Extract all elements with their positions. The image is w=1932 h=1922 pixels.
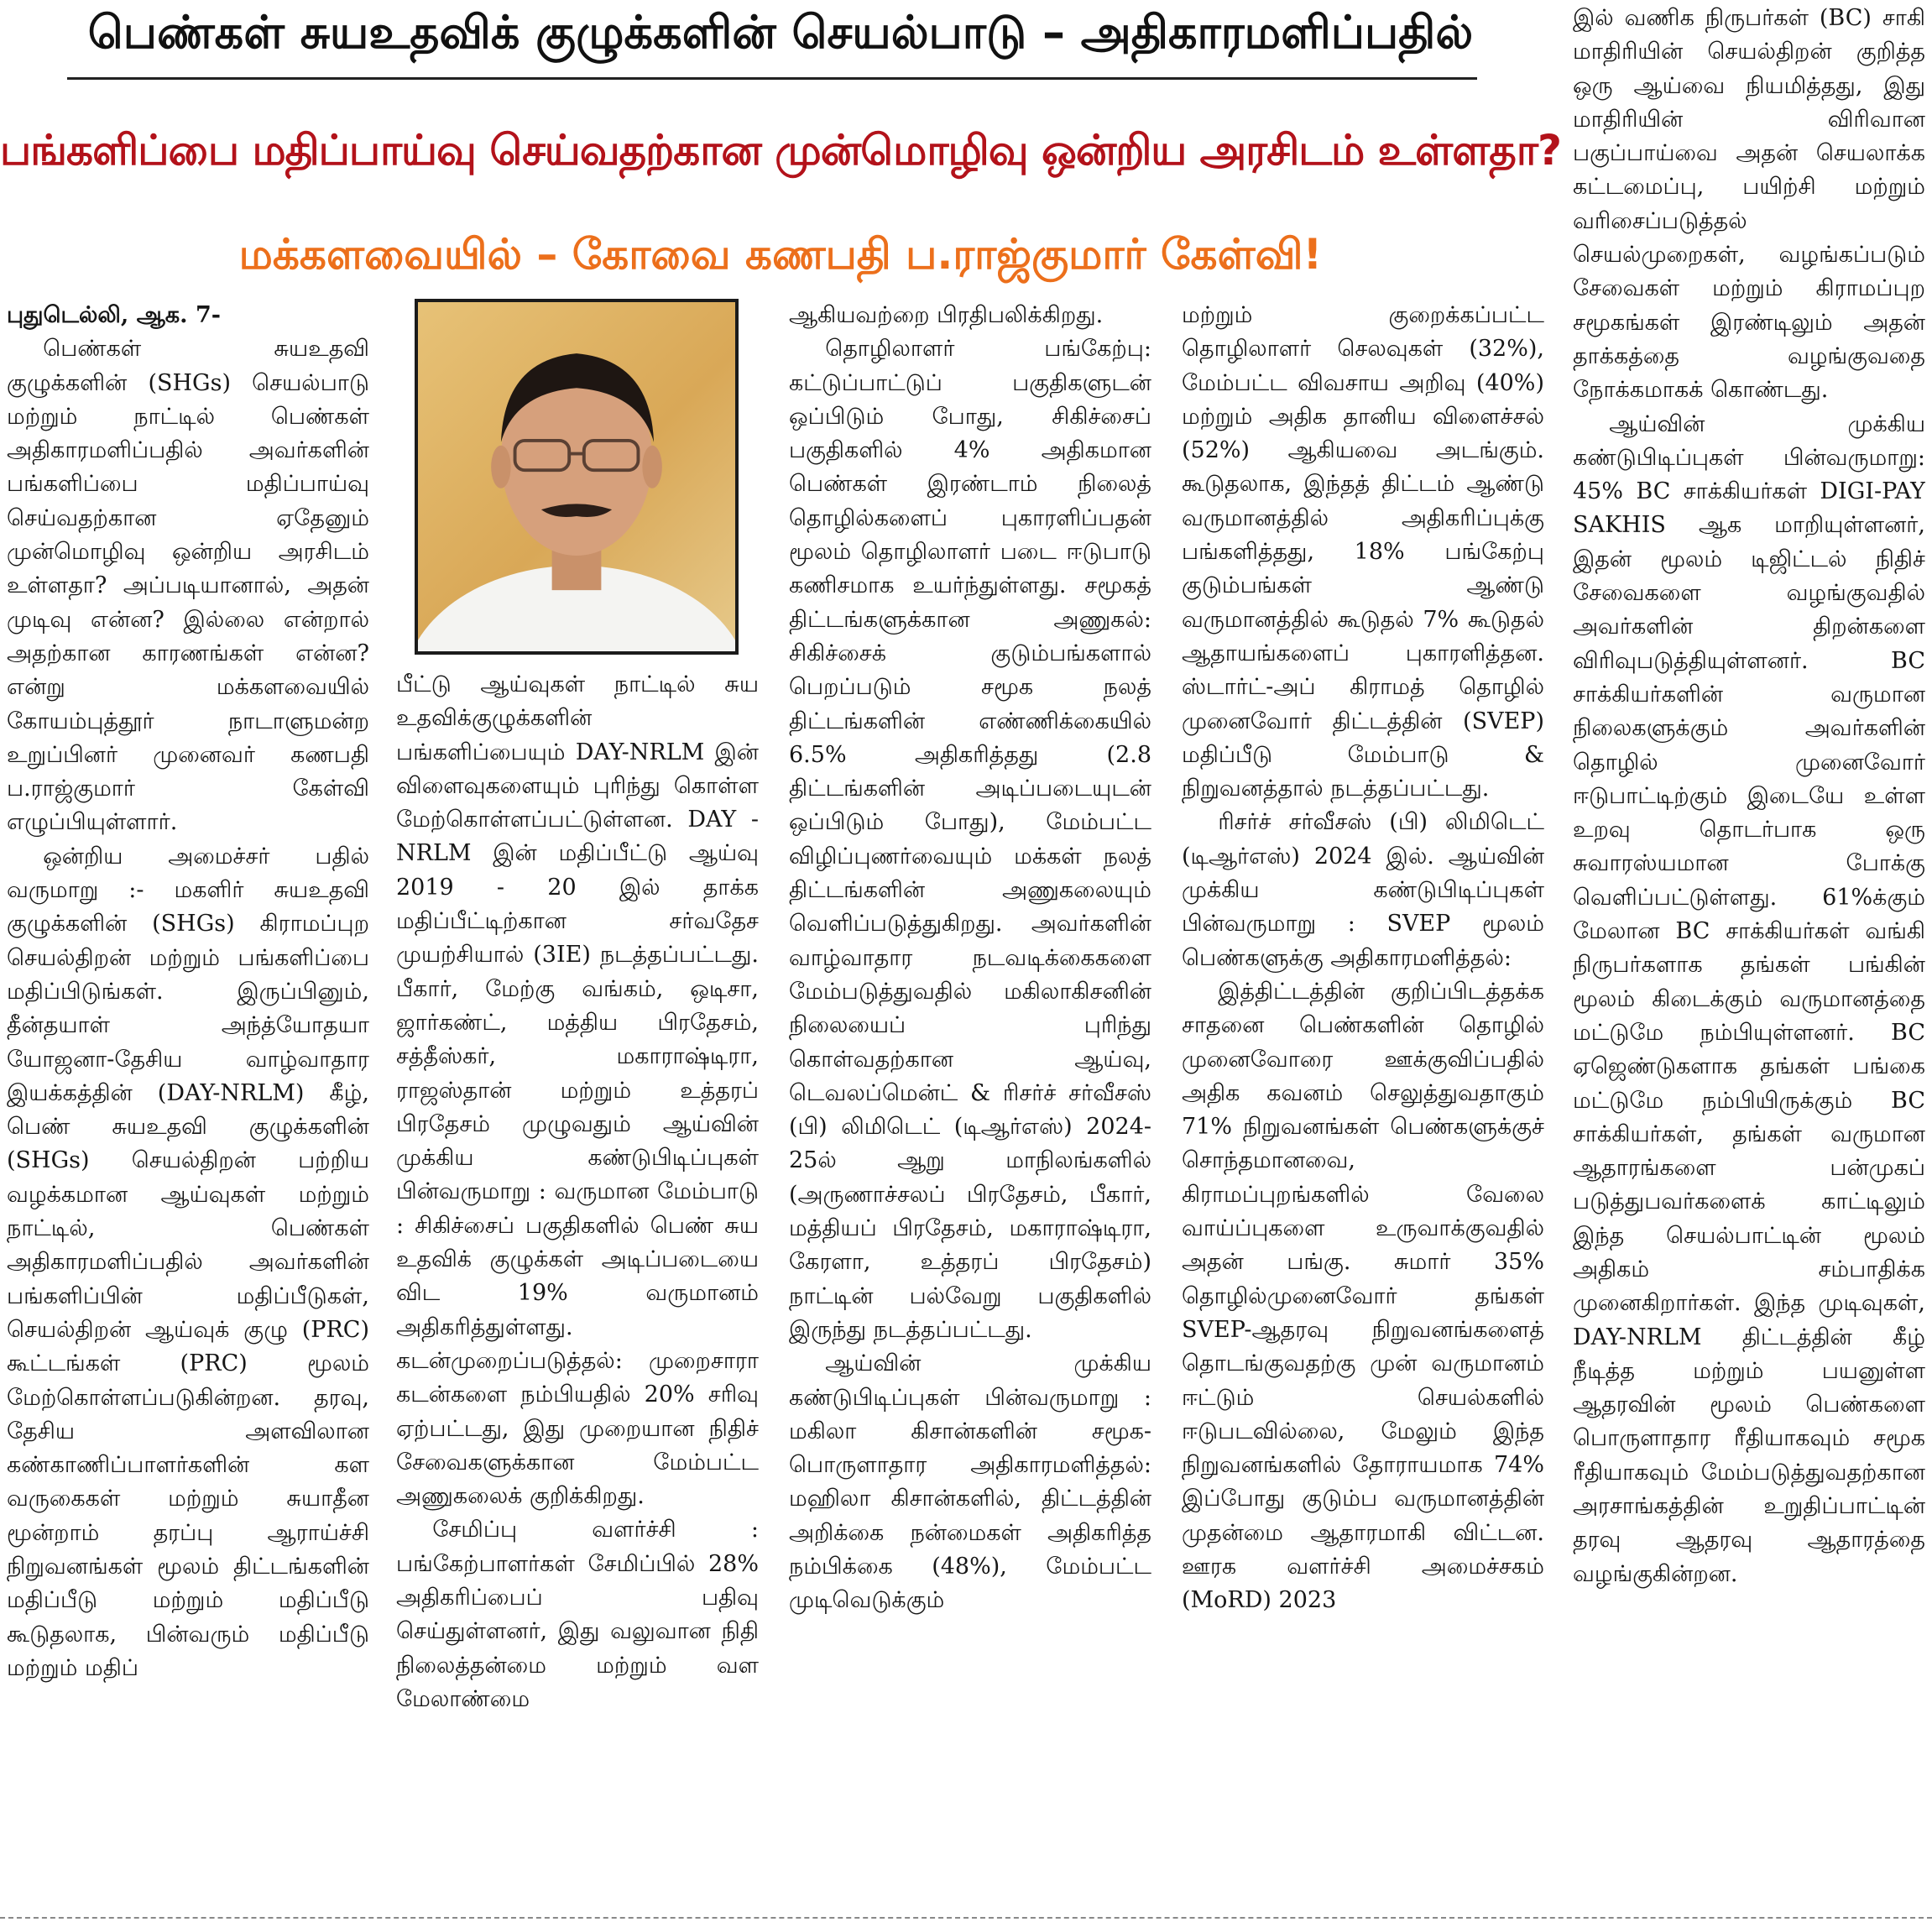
- column-4-paragraph-3: இத்திட்டத்தின் குறிப்பிடத்தக்க சாதனை பெண்களின் தொழில் முனைவோரை ஊக்குவிப்பதில் அதிக கவனம் செலுத்துவதாகும் 71% நிறுவனங்கள் பெண்களுக்குச் சொந்தமானவை, கிராமப்புறங்களில் வேலை வாய்ப்புகளை உருவாக்குவதில் அதன் பங்கு. சுமார் 35% தொழில்முனைவோர் தங்கள் SVEP-ஆதரவு நிறுவனங்களைத் தொடங்குவதற்கு முன் வருமானம் ஈட்டும் செயல்களில் ஈடுபடவில்லை, மேலும் இந்த நிறுவனங்களில் தோராயமாக 74% இப்போது குடும்ப வருமானத்தின் முதன்மை ஆதாரமாகி விட்டன. ஊரக வளர்ச்சி அமைச்சகம் (MoRD) 2023: [1182, 978, 1544, 1614]
- column-2-paragraph-1: பீட்டு ஆய்வுகள் நாட்டில் சுய உதவிக்குழுக்களின் பங்களிப்பையும் DAY-NRLM இன் விளைவுகளையும் புரிந்து கொள்ள மேற்கொள்ளப்பட்டுள்ளன. DAY -NRLM இன் மதிப்பீட்டு ஆய்வு 2019 - 20 இல் தாக்க மதிப்பீட்டிற்கான சர்வதேச முயற்சியால் (3IE) நடத்தப்பட்டது. பீகார், மேற்கு வங்கம், ஒடிசா, ஜார்கண்ட், மத்திய பிரதேசம், சத்தீஸ்கர், மகாராஷ்டிரா, ராஜஸ்தான் மற்றும் உத்தரப் பிரதேசம் முழுவதும் ஆய்வின் முக்கிய கண்டுபிடிப்புகள் பின்வருமாறு : வருமான மேம்பாடு : சிகிச்சைப் பகுதிகளில் பெண் சுய உதவிக் குழுக்கள் அடிப்படையை விட 19% வருமானம் அதிகரித்துள்ளது. கடன்முறைப்படுத்தல்: முறைசாரா கடன்களை நம்பியதில் 20% சரிவு ஏற்பட்டது, இது முறையான நிதிச் சேவைகளுக்கான மேம்பட்ட அணுகலைக் குறிக்கிறது.: [396, 671, 759, 1510]
- kicker-headline: பெண்கள் சுயஉதவிக் குழுக்களின் செயல்பாடு – அதிகாரமளிப்பதில்: [87, 5, 1474, 59]
- column-3-paragraph-2: தொழிலாளர் பங்கேற்பு: கட்டுப்பாட்டுப் பகுதிகளுடன் ஒப்பிடும் போது, சிகிச்சைப் பகுதிகளில் 4% அதிகமான பெண்கள் இரண்டாம் நிலைத் தொழில்களைப் புகாரளிப்பதன் மூலம் தொழிலாளர் படை ஈடுபாடு கணிசமாக உயர்ந்துள்ளது. சமூகத் திட்டங்களுக்கான அணுகல்: சிகிச்சைக் குடும்பங்களால் பெறப்படும் சமூக நலத் திட்டங்களின் எண்ணிக்கையில் 6.5% அதிகரித்தது (2.8 திட்டங்களின் அடிப்படையுடன் ஒப்பிடும் போது), மேம்பட்ட விழிப்புணர்வையும் மக்கள் நலத் திட்டங்களின் அணுகலையும் வெளிப்படுத்துகிறது. அவர்களின் வாழ்வாதார நடவடிக்கைகளை மேம்படுத்துவதில் மகிலாகிசனின் நிலையைப் புரிந்து கொள்வதற்கான ஆய்வு, டெவலப்மென்ட் & ரிசர்ச் சர்வீசஸ் (பி) லிமிடெட் (டிஆர்எஸ்) 2024-25ல் ஆறு மாநிலங்களில் (அருணாச்சலப் பிரதேசம், பீகார், மத்தியப் பிரதேசம், மகாராஷ்டிரா, கேரளா, உத்தரப் பிரதேசம்) நாட்டின் பல்வேறு பகுதிகளில் இருந்து நடத்தப்பட்டது.: [789, 336, 1151, 1343]
- column-5-paragraph-2: ஆய்வின் முக்கிய கண்டுபிடிப்புகள் பின்வருமாறு: 45% BC சாக்கியர்கள் DIGI-PAY SAKHIS ஆக மாறியுள்ளனர், இதன் மூலம் டிஜிட்டல் நிதிச் சேவைகளை வழங்குவதில் அவர்களின் திறன்களை விரிவுபடுத்தியுள்ளனர். BC சாக்கியர்களின் வருமான நிலைகளுக்கும் அவர்களின் தொழில் முனைவோர் ஈடுபாட்டிற்கும் இடையே உள்ள உறவு தொடர்பாக ஒரு சுவாரஸ்யமான போக்கு வெளிப்பட்டுள்ளது. 61%க்கும் மேலான BC சாக்கியர்கள் வங்கி நிருபர்களாக தங்கள் பங்கின் மூலம் கிடைக்கும் வருமானத்தை மட்டுமே நம்பியுள்ளனர். BC ஏஜெண்டுகளாக தங்கள் பங்கை மட்டுமே நம்பியிருக்கும் BC சாக்கியர்கள், தங்கள் வருமான ஆதாரங்களை பன்முகப் படுத்துபவர்களைக் காட்டிலும் இந்த செயல்பாட்டின் மூலம் அதிகம் சம்பாதிக்க முனைகிறார்கள். இந்த முடிவுகள், DAY-NRLM திட்டத்தின் கீழ் நீடித்த மற்றும் பயனுள்ள ஆதரவின் மூலம் பெண்களை பொருளாதார ரீதியாகவும் சமூக ரீதியாகவும் மேம்படுத்துவதற்கான அரசாங்கத்தின் உறுதிப்பாட்டின் தரவு ஆதரவு ஆதாரத்தை வழங்குகின்றன.: [1573, 410, 1925, 1587]
- page-bottom-divider: [0, 1917, 1932, 1919]
- article-column-1: [7, 299, 369, 1915]
- column-1-answer: ஒன்றிய அமைச்சர் பதில் வருமாறு :- மகளிர் சுயஉதவி குழுக்களின் (SHGs) கிராமப்புற செயல்திறன் மற்றும் பங்களிப்பை மதிப்பிடுங்கள். இருப்பினும், தீன்தயாள் அந்த்யோதயா யோஜனா-தேசிய வாழ்வாதார இயக்கத்தின் (DAY-NRLM) கீழ், பெண் சுயஉதவி குழுக்களின் (SHGs) செயல்திறன் பற்றிய வழக்கமான ஆய்வுகள் மற்றும் நாட்டில், பெண்கள் அதிகாரமளிப்பதில் அவர்களின் பங்களிப்பின் மதிப்பீடுகள், செயல்திறன் ஆய்வுக் குழு (PRC) கூட்டங்கள் (PRC) மூலம் மேற்கொள்ளப்படுகின்றன. தரவு, தேசிய அளவிலான கண்காணிப்பாளர்களின் கள வருகைகள் மற்றும் சுயாதீன மூன்றாம் தரப்பு ஆராய்ச்சி நிறுவனங்கள் மூலம் திட்டங்களின் மதிப்பீடு மற்றும் மதிப்பீடு கூடுதலாக, பின்வரும் மதிப்பீடு மற்றும் மதிப்: [7, 843, 369, 1681]
- column-5-paragraph-1: இல் வணிக நிருபர்கள் (BC) சாகி மாதிரியின் செயல்திறன் குறித்த ஒரு ஆய்வை நியமித்தது, இது மாதிரியின் விரிவான பகுப்பாய்வை அதன் செயலாக்க கட்டமைப்பு, பயிற்சி மற்றும் வரிசைப்படுத்தல் செயல்முறைகள், வழங்கப்படும் சேவைகள் மற்றும் கிராமப்புற சமூகங்கள் இரண்டிலும் அதன் தாக்கத்தை வழங்குவதை நோக்கமாகக் கொண்டது.: [1573, 5, 1925, 404]
- article-column-5: [1573, 2, 1925, 1915]
- portrait-photo-icon: [418, 302, 735, 651]
- subheadline: மக்களவையில் – கோவை கணபதி ப.ராஜ்குமார் கேள்வி!: [238, 229, 1323, 279]
- article-column-4: [1182, 299, 1544, 1915]
- dateline: புதுடெல்லி, ஆக. 7-: [7, 302, 221, 328]
- main-headline: பங்களிப்பை மதிப்பாய்வு செய்வதற்கான முன்மொழிவு ஒன்றிய அரசிடம் உள்ளதா?: [0, 125, 1561, 175]
- article-column-3: [789, 299, 1151, 1915]
- column-3-paragraph-3: ஆய்வின் முக்கிய கண்டுபிடிப்புகள் பின்வருமாறு : மகிலா கிசான்களின் சமூக-பொருளாதார அதிகாரமளித்தல்: மஹிலா கிசான்களில், திட்டத்தின் அறிக்கை நன்மைகள் அதிகரித்த நம்பிக்கை (48%), மேம்பட்ட முடிவெடுக்கும்: [789, 1350, 1151, 1614]
- portrait-photo: [415, 299, 739, 655]
- column-4-paragraph-1: மற்றும் குறைக்கப்பட்ட தொழிலாளர் செலவுகள் (32%), மேம்பட்ட விவசாய அறிவு (40%) மற்றும் அதிக தானிய விளைச்சல் (52%) ஆகியவை அடங்கும். கூடுதலாக, இந்தத் திட்டம் ஆண்டு வருமானத்தில் அதிகரிப்புக்கு பங்களித்தது, 18% பங்கேற்பு குடும்பங்கள் ஆண்டு வருமானத்தில் கூடுதல் 7% கூடுதல் ஆதாயங்களைப் புகாரளித்தன. ஸ்டார்ட்-அப் கிராமத் தொழில் முனைவோர் திட்டத்தின் (SVEP) மதிப்பீடு மேம்பாடு & நிறுவனத்தால் நடத்தப்பட்டது.: [1182, 302, 1544, 802]
- article-column-2: [396, 668, 759, 1915]
- column-2-paragraph-2: சேமிப்பு வளர்ச்சி : பங்கேற்பாளர்கள் சேமிப்பில் 28% அதிகரிப்பைப் பதிவு செய்துள்ளனர், இது வலுவான நிதி நிலைத்தன்மை மற்றும் வள மேலாண்மை: [396, 1517, 759, 1712]
- column-3-paragraph-1: ஆகியவற்றை பிரதிபலிக்கிறது.: [789, 302, 1104, 328]
- column-1-intro: பெண்கள் சுயஉதவி குழுக்களின் (SHGs) செயல்பாடு மற்றும் நாட்டில் பெண்கள் அதிகாரமளிப்பதில் அவர்களின் பங்களிப்பை மதிப்பாய்வு செய்வதற்கான ஏதேனும் முன்மொழிவு ஒன்றிய அரசிடம் உள்ளதா? அப்படியானால், அதன் முடிவு என்ன? இல்லை என்றால் அதற்கான காரணங்கள் என்ன? என்று மக்களவையில் கோயம்புத்தூர் நாடாளுமன்ற உறுப்பினர் முனைவர் கணபதி ப.ராஜ்குமார் கேள்வி எழுப்பியுள்ளார்.: [7, 336, 369, 836]
- kicker-rule: [67, 77, 1477, 80]
- column-4-paragraph-2: ரிசர்ச் சர்வீசஸ் (பி) லிமிடெட் (டிஆர்எஸ்) 2024 இல். ஆய்வின் முக்கிய கண்டுபிடிப்புகள் பின்வருமாறு : SVEP மூலம் பெண்களுக்கு அதிகாரமளித்தல்:: [1182, 809, 1544, 971]
